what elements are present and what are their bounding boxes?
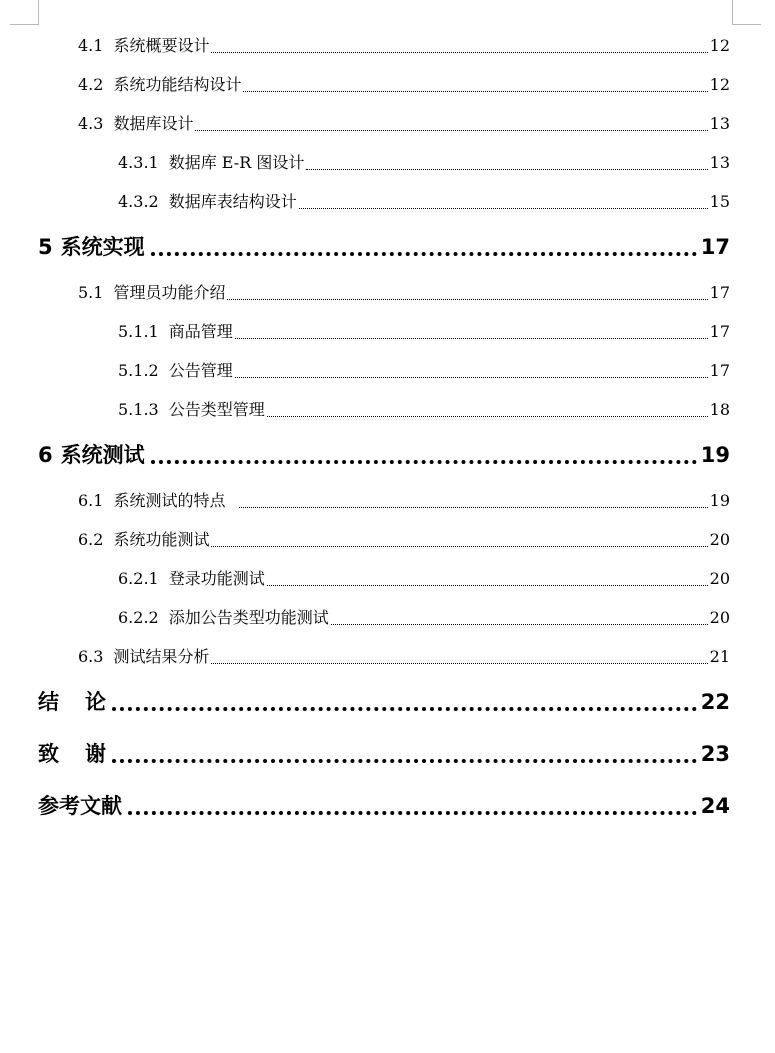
toc-page-number: 13 [709, 153, 730, 172]
toc-entry-5-1[interactable] [78, 281, 730, 305]
toc-leader-dots [227, 293, 707, 300]
toc-page-number: 12 [709, 36, 730, 55]
toc-entry-title: 4.3.2 数据库表结构设计 [118, 192, 297, 211]
toc-entry-6-2-2[interactable] [118, 606, 730, 630]
toc-entry-6-2[interactable] [78, 528, 730, 552]
toc-page-number: 23 [700, 742, 730, 766]
toc-page-number: 20 [709, 530, 730, 549]
toc-chapter-title: 致谢 [38, 742, 132, 766]
toc-leader-dots [243, 85, 707, 92]
toc-page-number: 20 [709, 608, 730, 627]
toc-page-number: 13 [709, 114, 730, 133]
toc-chapter-title: 结论 [38, 690, 132, 714]
toc-chapter-title: 6 系统测试 [38, 443, 145, 467]
toc-page-number: 17 [709, 361, 730, 380]
toc-chapter-references[interactable] [38, 791, 730, 821]
toc-leader-dots [211, 540, 707, 547]
toc-entry-5-1-1[interactable] [118, 320, 730, 344]
toc-entry-4-2[interactable] [78, 73, 730, 97]
toc-leader-dots [306, 163, 707, 170]
toc-entry-title: 5.1 管理员功能介绍 [78, 283, 226, 302]
toc-entry-title: 4.2 系统功能结构设计 [78, 75, 242, 94]
toc-chapter-conclusion[interactable] [38, 687, 730, 717]
toc-entry-4-3-1[interactable] [118, 151, 730, 175]
toc-page-number: 17 [709, 283, 730, 302]
toc-chapter-5[interactable] [38, 232, 730, 262]
page-corner-mark-left [10, 0, 39, 25]
toc-leader-dots [235, 371, 708, 378]
toc-leader-dots [151, 244, 697, 256]
toc-entry-6-1[interactable] [78, 489, 730, 513]
toc-page-number: 19 [700, 443, 730, 467]
toc-entry-6-2-1[interactable] [118, 567, 730, 591]
toc-chapter-title: 参考文献 [38, 794, 122, 818]
toc-page-number: 19 [709, 491, 730, 510]
toc-entry-title: 5.1.1 商品管理 [118, 322, 233, 341]
toc-page-number: 18 [709, 400, 730, 419]
toc-entry-title: 4.1 系统概要设计 [78, 36, 210, 55]
toc-entry-title: 4.3.1 数据库 E-R 图设计 [118, 153, 305, 172]
toc-chapter-acknowledgements[interactable] [38, 739, 730, 769]
toc-leader-dots [128, 803, 697, 815]
toc-entry-6-3[interactable] [78, 645, 730, 669]
toc-entry-title: 4.3 数据库设计 [78, 114, 194, 133]
toc-page-number: 24 [700, 794, 730, 818]
toc-page-number: 12 [709, 75, 730, 94]
toc-leader-dots [267, 579, 708, 586]
toc-leader-dots [235, 332, 708, 339]
toc-leader-dots [112, 699, 697, 711]
toc-leader-dots [211, 657, 707, 664]
toc-entry-4-1[interactable] [78, 34, 730, 58]
toc-leader-dots [331, 618, 708, 625]
toc-leader-dots [195, 124, 707, 131]
toc-entry-title: 5.1.2 公告管理 [118, 361, 233, 380]
toc-entry-title: 6.2 系统功能测试 [78, 530, 210, 549]
toc-entry-5-1-2[interactable] [118, 359, 730, 383]
toc-entry-5-1-3[interactable] [118, 398, 730, 422]
toc-page-number: 21 [709, 647, 730, 666]
page-corner-mark-right [732, 0, 761, 25]
toc-leader-dots [151, 452, 697, 464]
toc-page-number: 15 [709, 192, 730, 211]
toc-leader-dots [112, 751, 697, 763]
toc-page-number: 17 [709, 322, 730, 341]
toc-chapter-6[interactable] [38, 440, 730, 470]
toc-entry-title: 5.1.3 公告类型管理 [118, 400, 265, 419]
toc-leader-dots [267, 410, 708, 417]
toc-entry-title: 6.2.1 登录功能测试 [118, 569, 265, 588]
toc-leader-dots [211, 46, 707, 53]
toc-entry-title: 6.1 系统测试的特点 [78, 491, 226, 510]
toc-page-number: 17 [700, 235, 730, 259]
toc-entry-title: 6.2.2 添加公告类型功能测试 [118, 608, 329, 627]
toc-chapter-title: 5 系统实现 [38, 235, 145, 259]
toc-entry-title: 6.3 测试结果分析 [78, 647, 210, 666]
toc-page-number: 20 [709, 569, 730, 588]
toc-page-number: 22 [700, 690, 730, 714]
toc-leader-dots [299, 202, 708, 209]
toc-entry-4-3[interactable] [78, 112, 730, 136]
toc-leader-dots [239, 501, 707, 508]
toc-entry-4-3-2[interactable] [118, 190, 730, 214]
